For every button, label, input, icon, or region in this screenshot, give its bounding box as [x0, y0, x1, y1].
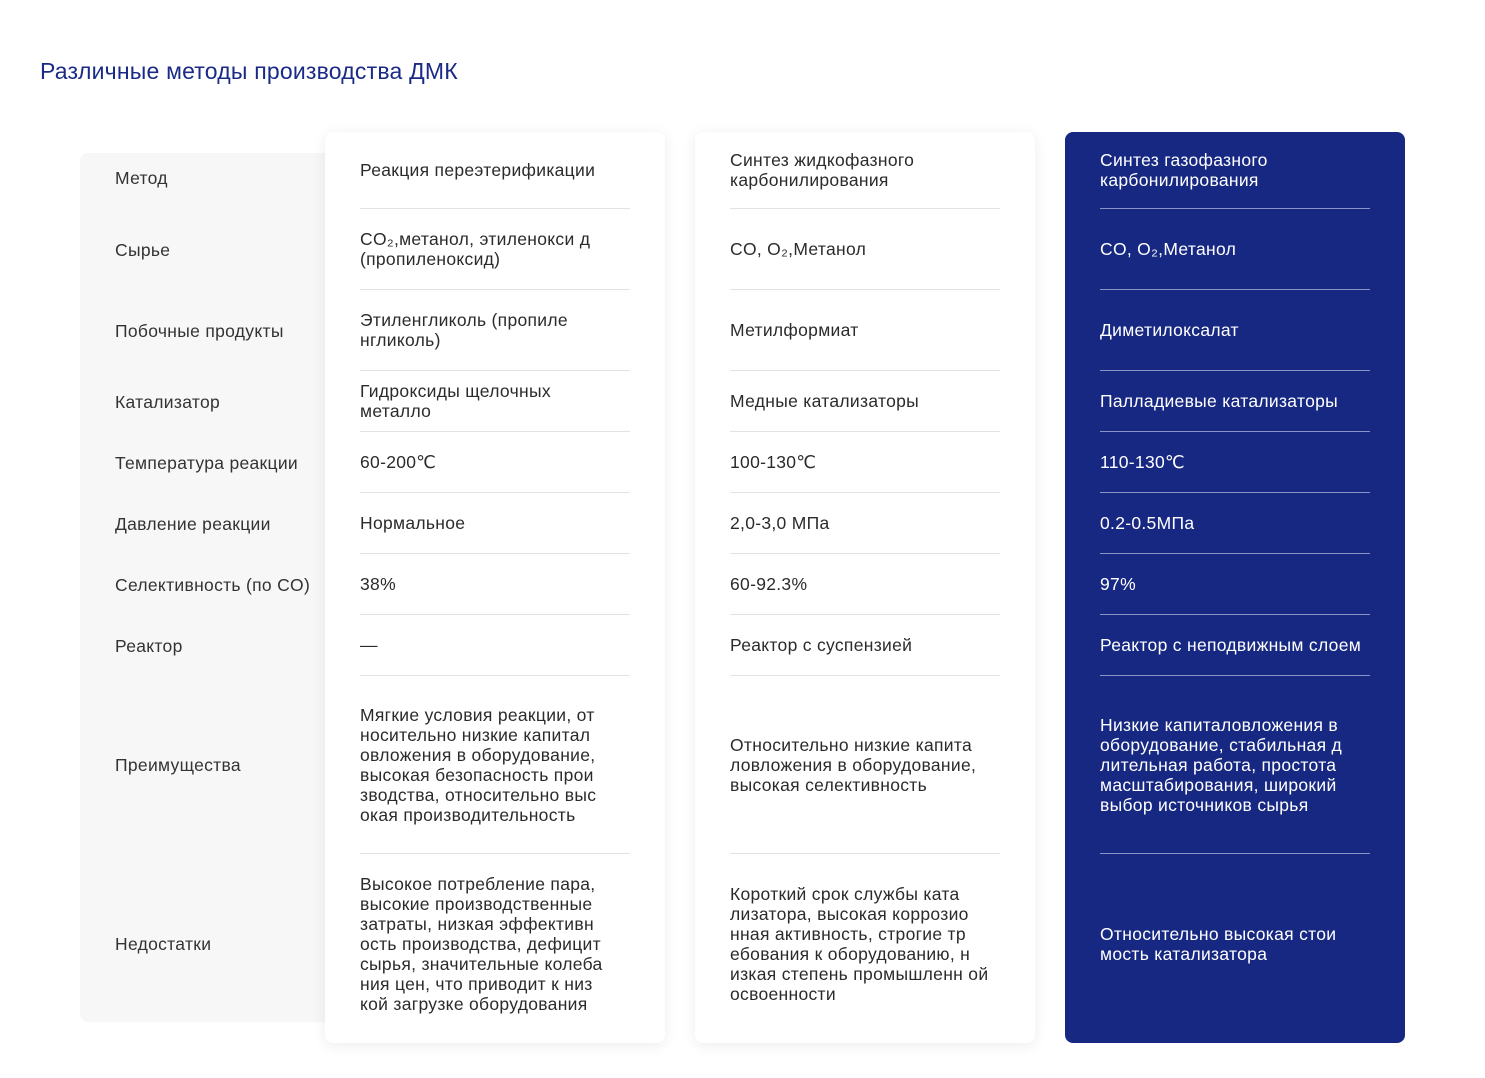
cell-text: — — [360, 635, 378, 655]
cell-text: 100-130℃ — [730, 452, 817, 472]
table-cell — [1100, 854, 1370, 1034]
cell-text: Относительно высокая стои мость катализатора — [1100, 924, 1337, 964]
table-cell — [730, 615, 1000, 676]
row-label: Давление реакции — [115, 513, 271, 534]
table-cell — [730, 209, 1000, 290]
cell-text: Реакция переэтерификации — [360, 160, 596, 180]
table-cell — [1100, 615, 1370, 676]
table-cell — [730, 290, 1000, 371]
row-label: Катализатор — [115, 391, 221, 412]
method-card-gas-phase — [1065, 132, 1405, 1043]
cell-text: Короткий срок службы ката лизатора, высокая коррозио нная активность, строгие тр ебования к оборудованию, н изкая степень промышленн ой освоенности — [730, 884, 989, 1004]
cell-text: Палладиевые катализаторы — [1100, 391, 1339, 411]
cell-text: Синтез газофазного карбонилирования — [1100, 150, 1268, 190]
cell-text: Диметилоксалат — [1100, 320, 1239, 340]
cell-text: 0.2-0.5МПа — [1100, 513, 1195, 533]
cell-text: Реактор с неподвижным слоем — [1100, 635, 1362, 655]
table-cell — [360, 615, 630, 676]
cell-text: Этиленгликоль (пропиле нгликоль) — [360, 310, 568, 350]
table-cell — [1100, 554, 1370, 615]
table-cell — [730, 432, 1000, 493]
cell-text: Гидроксиды щелочных металло — [360, 381, 551, 421]
cell-text: CO, O₂,Метанол — [730, 239, 867, 259]
table-cell — [730, 676, 1000, 854]
cell-text: Реактор с суспензией — [730, 635, 913, 655]
cell-text: Мягкие условия реакции, от носительно низкие капитал овложения в оборудование, высокая безопасность прои зводства, относительно выс окая производительность — [360, 704, 597, 825]
table-cell — [730, 132, 1000, 209]
row-label: Реактор — [115, 635, 183, 656]
cell-text: 110-130℃ — [1100, 452, 1185, 472]
method-card-liquid-phase — [695, 132, 1035, 1043]
table-cell — [1100, 209, 1370, 290]
table-cell — [1100, 132, 1370, 209]
table-cell — [1100, 371, 1370, 432]
table-cell — [730, 493, 1000, 554]
cell-text: Относительно низкие капита ловложения в оборудование, высокая селективность — [730, 734, 977, 795]
cell-text: Низкие капиталовложения в оборудование, стабильная д лительная работа, простота масштабирования, широкий выбор источников сырья — [1100, 714, 1343, 815]
table-cell — [360, 432, 630, 493]
row-label: Побочные продукты — [115, 320, 284, 341]
table-cell — [1100, 432, 1370, 493]
row-label: Температура реакции — [115, 452, 298, 473]
cell-text: Метилформиат — [730, 320, 859, 340]
cell-text: Синтез жидкофазного карбонилирования — [730, 150, 915, 190]
row-label: Преимущества — [115, 755, 241, 775]
method-card-transesterification — [325, 132, 665, 1043]
table-cell — [730, 371, 1000, 432]
cell-text: 60-200℃ — [360, 452, 437, 472]
cell-text: Высокое потребление пара, высокие производственные затраты, низкая эффективн ость производства, дефицит сырья, значительные колеба ния цен, что приводит к низ кой загрузке оборудования — [360, 874, 603, 1014]
cell-text: 97% — [1100, 574, 1136, 594]
table-cell — [360, 209, 630, 290]
row-label: Селективность (по CO) — [115, 574, 311, 595]
cell-text: 60-92.3% — [730, 574, 808, 594]
table-cell — [360, 676, 630, 854]
cell-text: 38% — [360, 574, 396, 594]
cell-text: CO₂,метанол, этиленокси д (пропиленоксид) — [360, 229, 591, 269]
cell-text: Медные катализаторы — [730, 391, 920, 411]
cell-text: CO, O₂,Метанол — [1100, 239, 1237, 259]
row-label: Недостатки — [115, 934, 212, 954]
cell-text: 2,0-3,0 МПа — [730, 513, 830, 533]
row-label: Сырье — [115, 239, 171, 260]
page-title: Различные методы производства ДМК — [40, 58, 458, 84]
cell-text: Нормальное — [360, 513, 466, 533]
row-label: Метод — [115, 167, 168, 188]
table-cell — [1100, 493, 1370, 554]
table-cell — [360, 371, 630, 432]
table-cell — [1100, 676, 1370, 854]
table-cell — [730, 854, 1000, 1034]
table-cell — [360, 132, 630, 209]
table-cell — [360, 554, 630, 615]
table-cell — [360, 290, 630, 371]
table-cell — [1100, 290, 1370, 371]
table-cell — [730, 554, 1000, 615]
table-cell — [360, 493, 630, 554]
table-cell — [360, 854, 630, 1034]
